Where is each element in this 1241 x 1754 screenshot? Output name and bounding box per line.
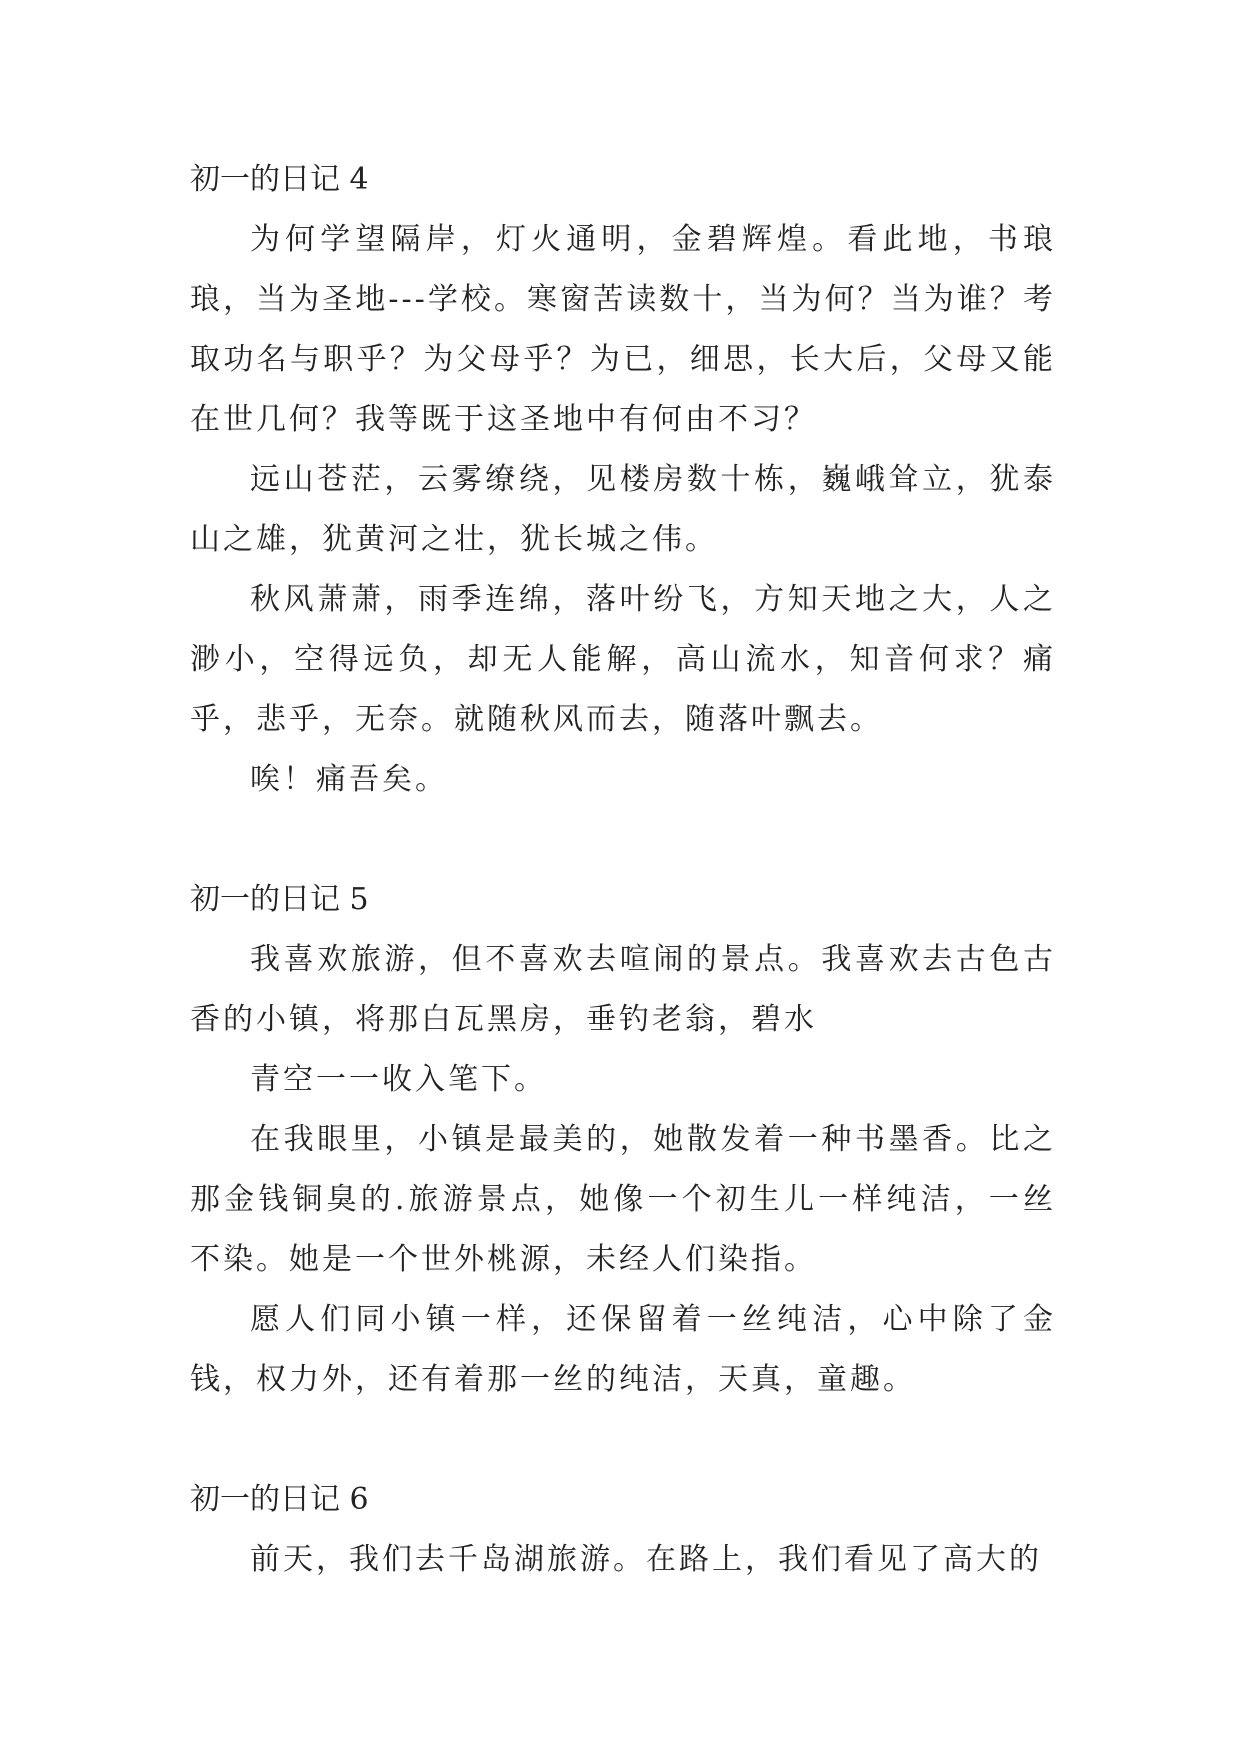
paragraph: 为何学望隔岸，灯火通明，金碧辉煌。看此地，书琅琅，当为圣地---学校。寒窗苦读数十，当为何？当为谁？考取功名与职乎？为父母乎？为已，细思，长大后，父母又能在世几何？我等既于这圣地中有何由不习？ bbox=[190, 222, 1056, 437]
paragraph: 愿人们同小镇一样，还保留着一丝纯洁，心中除了金钱，权力外，还有着那一丝的纯洁，天真，童趣。 bbox=[190, 1302, 1056, 1397]
paragraph: 远山苍茫，云雾缭绕，见楼房数十栋，巍峨耸立，犹泰山之雄，犹黄河之壮，犹长城之伟。 bbox=[190, 462, 1056, 557]
diary-entry-5 bbox=[190, 870, 1056, 1410]
document-page bbox=[190, 150, 1056, 1590]
diary-entry-6 bbox=[190, 1470, 1056, 1590]
entry-title: 初一的日记 5 bbox=[190, 882, 369, 917]
paragraph: 秋风萧萧，雨季连绵，落叶纷飞，方知天地之大，人之渺小，空得远负，却无人能解，高山流水，知音何求？痛乎，悲乎，无奈。就随秋风而去，随落叶飘去。 bbox=[190, 582, 1056, 737]
entry-title: 初一的日记 4 bbox=[190, 162, 369, 197]
diary-entry-4 bbox=[190, 150, 1056, 810]
paragraph: 青空一一收入笔下。 bbox=[250, 1062, 547, 1097]
paragraph: 唉！痛吾矣。 bbox=[250, 762, 448, 797]
paragraph: 前天，我们去千岛湖旅游。在路上，我们看见了高大的 bbox=[250, 1542, 1042, 1577]
entry-title: 初一的日记 6 bbox=[190, 1482, 369, 1517]
paragraph: 我喜欢旅游，但不喜欢去喧闹的景点。我喜欢去古色古香的小镇，将那白瓦黑房，垂钓老翁，碧水 bbox=[190, 942, 1056, 1037]
paragraph: 在我眼里，小镇是最美的，她散发着一种书墨香。比之那金钱铜臭的.旅游景点，她像一个初生儿一样纯洁，一丝不染。她是一个世外桃源，未经人们染指。 bbox=[190, 1122, 1056, 1277]
